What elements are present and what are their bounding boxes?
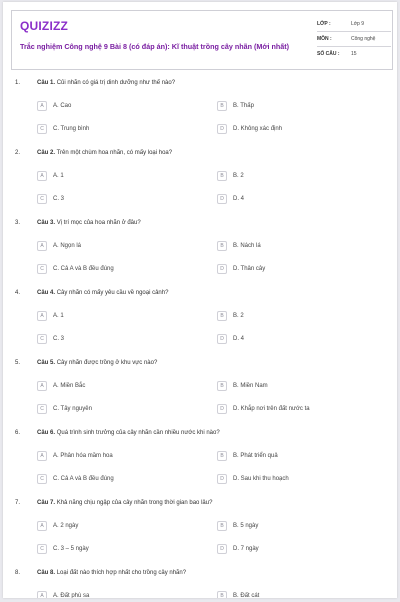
- answer-option-a[interactable]: [37, 170, 64, 182]
- meta-value: Lớp 9: [351, 21, 365, 27]
- answer-option-a[interactable]: [37, 380, 85, 392]
- worksheet-meta: [317, 17, 391, 61]
- question-number: 3.: [15, 220, 21, 226]
- question-number: 6.: [15, 430, 21, 436]
- answer-option-d[interactable]: [217, 123, 282, 135]
- option-text: C. 3: [53, 336, 65, 342]
- question-item: [3, 290, 397, 360]
- answer-option-b[interactable]: [217, 170, 244, 182]
- question-text: [37, 430, 220, 436]
- option-letter-box: B: [217, 311, 227, 321]
- option-text: A. Ngọn lá: [53, 243, 82, 249]
- option-letter-box: A: [37, 311, 47, 321]
- question-number: 5.: [15, 360, 21, 366]
- option-text: B. 2: [233, 313, 244, 319]
- question-number: 1.: [15, 80, 21, 86]
- answer-option-a[interactable]: [37, 450, 113, 462]
- option-letter-box: D: [217, 404, 227, 414]
- answer-option-a[interactable]: [37, 100, 71, 112]
- option-letter-box: B: [217, 241, 227, 251]
- meta-row-count: [317, 47, 391, 61]
- meta-label: LỚP :: [317, 21, 331, 27]
- answer-option-c[interactable]: [37, 543, 89, 555]
- option-letter-box: A: [37, 381, 47, 391]
- option-text: A. Miền Bắc: [53, 383, 86, 389]
- option-letter-box: B: [217, 591, 227, 598]
- answer-option-b[interactable]: [217, 590, 259, 598]
- option-letter-box: A: [37, 171, 47, 181]
- answer-option-b[interactable]: [217, 100, 254, 112]
- option-text: C. Cả A và B đều đúng: [53, 266, 114, 272]
- question-label: Câu 3.: [37, 220, 56, 226]
- question-body: Cây nhãn có mấy yêu cầu về ngoại cảnh?: [56, 290, 169, 296]
- answer-option-d[interactable]: [217, 333, 244, 345]
- option-letter-box: D: [217, 334, 227, 344]
- option-text: C. Tây nguyên: [53, 406, 92, 412]
- answer-option-a[interactable]: [37, 310, 64, 322]
- question-number: 7.: [15, 500, 21, 506]
- option-text: B. Thấp: [233, 103, 254, 109]
- question-list: [3, 80, 397, 598]
- answer-option-b[interactable]: [217, 380, 268, 392]
- question-item: [3, 430, 397, 500]
- option-text: D. 4: [233, 196, 245, 202]
- question-label: Câu 6.: [37, 430, 56, 436]
- answer-option-b[interactable]: [217, 310, 244, 322]
- question-number: 8.: [15, 570, 21, 576]
- question-text: [37, 220, 141, 226]
- option-text: C. 3: [53, 196, 65, 202]
- question-number: 2.: [15, 150, 21, 156]
- question-number: 4.: [15, 290, 21, 296]
- question-item: [3, 570, 397, 598]
- option-letter-box: B: [217, 171, 227, 181]
- option-letter-box: A: [37, 101, 47, 111]
- question-label: Câu 5.: [37, 360, 56, 366]
- question-text: [37, 150, 172, 156]
- answer-option-d[interactable]: [217, 403, 310, 415]
- option-text: D. 7 ngày: [233, 546, 259, 552]
- option-text: D. Khắp nơi trên đất nước ta: [233, 406, 310, 412]
- option-letter-box: B: [217, 521, 227, 531]
- option-letter-box: D: [217, 264, 227, 274]
- option-letter-box: B: [217, 101, 227, 111]
- option-letter-box: A: [37, 591, 47, 598]
- answer-option-c[interactable]: [37, 333, 64, 345]
- question-label: Câu 1.: [37, 80, 56, 86]
- question-label: Câu 2.: [37, 150, 56, 156]
- question-text: [37, 570, 186, 576]
- option-text: A. Phân hóa mầm hoa: [53, 453, 113, 459]
- answer-option-b[interactable]: [217, 520, 258, 532]
- option-text: B. 5 ngày: [233, 523, 259, 529]
- answer-option-c[interactable]: [37, 263, 114, 275]
- answer-option-d[interactable]: [217, 193, 244, 205]
- option-text: A. Cao: [53, 103, 72, 109]
- answer-option-b[interactable]: [217, 450, 278, 462]
- option-letter-box: D: [217, 544, 227, 554]
- option-text: D. Sau khi thu hoạch: [233, 476, 289, 482]
- option-text: B. Miền Nam: [233, 383, 268, 389]
- option-text: B. Nách lá: [233, 243, 261, 249]
- question-item: [3, 220, 397, 290]
- answer-option-a[interactable]: [37, 590, 89, 598]
- question-body: Vị trí mọc của hoa nhãn ở đâu?: [56, 220, 141, 226]
- quizizz-logo: QUIZIZZ: [20, 19, 69, 33]
- question-item: [3, 360, 397, 430]
- meta-row-subject: [317, 32, 391, 47]
- option-letter-box: C: [37, 334, 47, 344]
- question-body: Củi nhãn có giá trị dinh dưỡng như thế nào?: [56, 80, 176, 86]
- option-letter-box: B: [217, 451, 227, 461]
- option-text: B. Đất cát: [233, 593, 260, 598]
- option-text: C. Trung bình: [53, 126, 90, 132]
- option-text: D. Không xác định: [233, 126, 283, 132]
- meta-row-class: [317, 17, 391, 32]
- option-text: A. Đất phù sa: [53, 593, 90, 598]
- question-item: [3, 150, 397, 220]
- option-text: C. Cả A và B đều đúng: [53, 476, 114, 482]
- option-text: B. Phát triển quả: [233, 453, 278, 459]
- option-letter-box: A: [37, 521, 47, 531]
- option-letter-box: D: [217, 474, 227, 484]
- option-text: A. 1: [53, 313, 64, 319]
- option-letter-box: C: [37, 404, 47, 414]
- answer-option-d[interactable]: [217, 473, 289, 485]
- option-text: C. 3 – 5 ngày: [53, 546, 89, 552]
- option-letter-box: C: [37, 124, 47, 134]
- question-body: Loại đất nào thích hợp nhất cho trồng cây nhãn?: [56, 570, 187, 576]
- option-text: A. 2 ngày: [53, 523, 79, 529]
- question-body: Quá trình sinh trưởng của cây nhãn cần nhiều nước khi nào?: [56, 430, 220, 436]
- answer-option-c[interactable]: [37, 123, 89, 135]
- answer-option-a[interactable]: [37, 520, 78, 532]
- meta-label: SỐ CÂU :: [317, 51, 340, 57]
- option-letter-box: A: [37, 241, 47, 251]
- meta-value: Công nghệ: [351, 36, 376, 42]
- option-letter-box: D: [217, 194, 227, 204]
- option-text: D. 4: [233, 336, 245, 342]
- question-text: [37, 290, 168, 296]
- question-text: [37, 360, 157, 366]
- question-body: Cây nhãn được trồng ở khu vực nào?: [56, 360, 158, 366]
- question-label: Câu 4.: [37, 290, 56, 296]
- answer-option-d[interactable]: [217, 543, 259, 555]
- option-text: D. Thân cây: [233, 266, 266, 272]
- answer-option-a[interactable]: [37, 240, 81, 252]
- question-item: [3, 80, 397, 150]
- option-letter-box: B: [217, 381, 227, 391]
- question-text: [37, 80, 175, 86]
- question-body: Khả năng chịu ngập của cây nhãn trong thời gian bao lâu?: [56, 500, 213, 506]
- answer-option-c[interactable]: [37, 473, 114, 485]
- option-letter-box: C: [37, 194, 47, 204]
- worksheet-title: Trắc nghiệm Công nghệ 9 Bài 8 (có đáp án): Kĩ thuật trồng cây nhãn (Mới nhất): [20, 42, 290, 51]
- option-letter-box: D: [217, 124, 227, 134]
- meta-label: MÔN :: [317, 36, 332, 42]
- option-letter-box: C: [37, 544, 47, 554]
- meta-value: 15: [351, 51, 357, 57]
- option-text: B. 2: [233, 173, 244, 179]
- question-item: [3, 500, 397, 570]
- question-label: Câu 8.: [37, 570, 56, 576]
- option-text: A. 1: [53, 173, 64, 179]
- worksheet-header: [11, 10, 393, 70]
- option-letter-box: A: [37, 451, 47, 461]
- option-letter-box: C: [37, 474, 47, 484]
- worksheet-page: [3, 2, 397, 598]
- question-text: [37, 500, 212, 506]
- answer-option-c[interactable]: [37, 193, 64, 205]
- question-body: Trên một chùm hoa nhãn, có mấy loại hoa?: [56, 150, 173, 156]
- option-letter-box: C: [37, 264, 47, 274]
- answer-option-b[interactable]: [217, 240, 261, 252]
- answer-option-d[interactable]: [217, 263, 265, 275]
- answer-option-c[interactable]: [37, 403, 92, 415]
- question-label: Câu 7.: [37, 500, 56, 506]
